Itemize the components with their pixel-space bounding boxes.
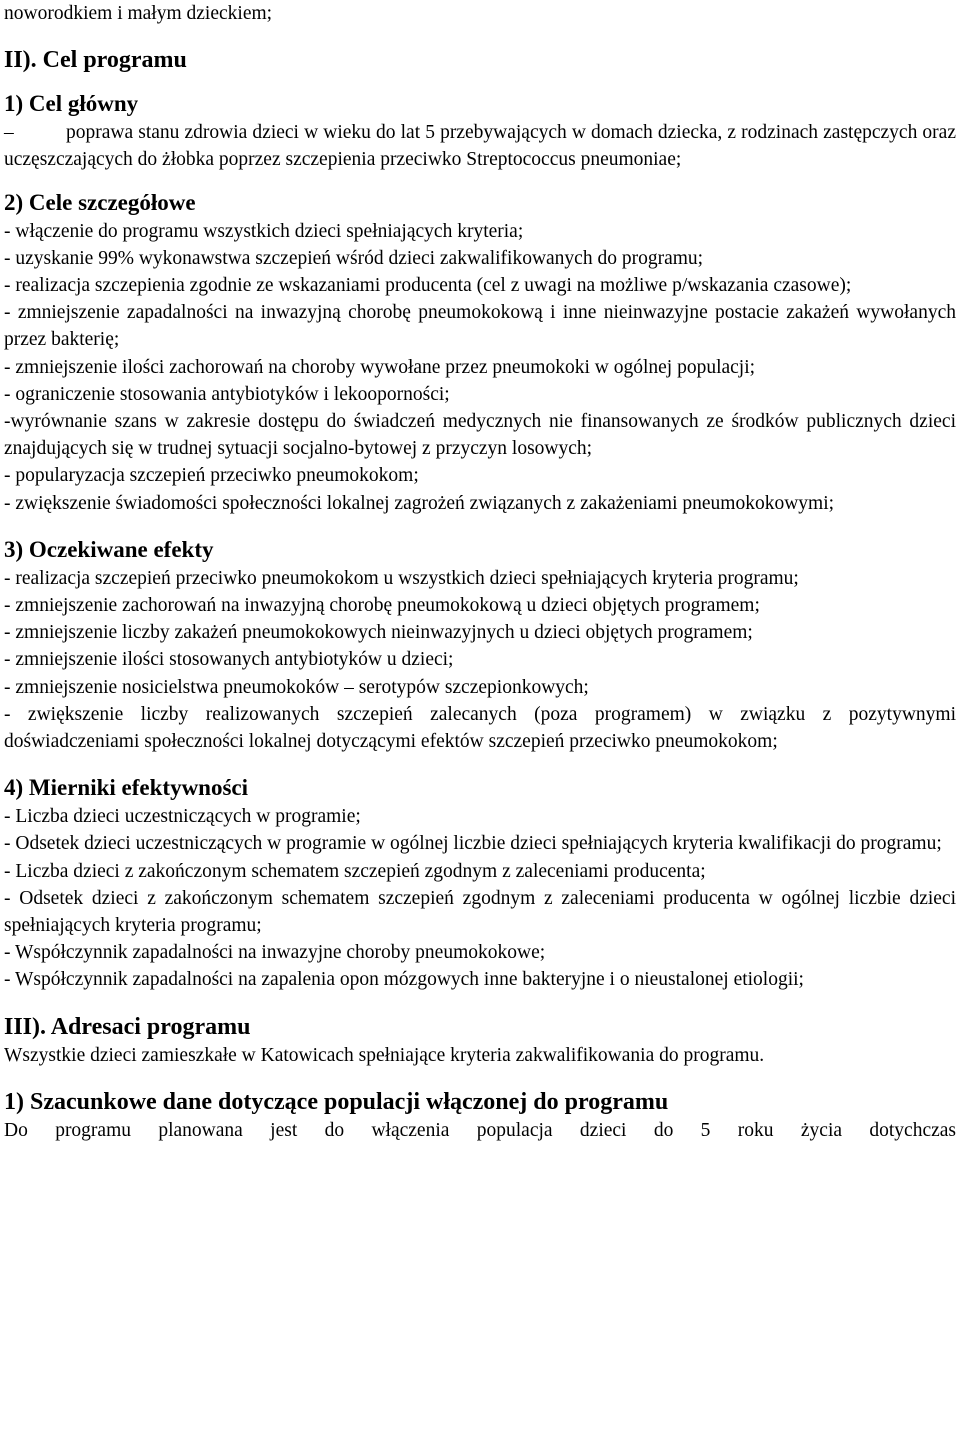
section-3-heading: III). Adresaci programu bbox=[4, 1013, 251, 1040]
list-item: - realizacja szczepień przeciwko pneumokokom u wszystkich dzieci spełniających kryteria programu; bbox=[4, 567, 799, 589]
list-item: - zmniejszenie ilości zachorowań na choroby wywołane przez pneumokoki w ogólnej populacji; bbox=[4, 356, 756, 378]
intro-tail: noworodkiem i małym dzieckiem; bbox=[4, 3, 273, 24]
section-2-heading: II). Cel programu bbox=[4, 47, 187, 74]
list-item: - Odsetek dzieci uczestniczących w programie w ogólnej liczbie dzieci spełniających kryteria kwalifikacji do programu; bbox=[4, 833, 942, 855]
list-item: - Liczba dzieci z zakończonym schematem szczepień zgodnym z zaleceniami producenta; bbox=[4, 860, 706, 882]
population-text: Do programu planowana jest do włączenia populacja dzieci do 5 roku życia dotychczas bbox=[4, 1119, 956, 1141]
list-item: - Współczynnik zapadalności na inwazyjne choroby pneumokokowe; bbox=[4, 942, 546, 964]
indicators-list bbox=[4, 803, 956, 993]
list-item: - włączenie do programu wszystkich dzieci spełniających kryteria; bbox=[4, 220, 524, 242]
list-item: - Liczba dzieci uczestniczących w programie; bbox=[4, 806, 361, 828]
indicators-heading: 4) Mierniki efektywności bbox=[4, 775, 249, 801]
specific-goals-list bbox=[4, 218, 956, 517]
list-item: - zmniejszenie zachorowań na inwazyjną chorobę pneumokokową u dzieci objętych programem; bbox=[4, 595, 760, 617]
expected-effects-list bbox=[4, 565, 956, 755]
list-item: - Odsetek dzieci z zakończonym schematem szczepień zgodnym z zaleceniami producenta w ogólnej liczbie dzieci spełniających kryteria programu; bbox=[4, 887, 956, 937]
list-item: - zwiększenie liczby realizowanych szczepień zalecanych (poza programem) w związku z pozytywnymi doświadczeniami społeczności lokalnej dotyczącymi efektów szczepień przeciwko pneumokokom; bbox=[4, 703, 956, 753]
main-goal-text bbox=[4, 119, 956, 173]
list-item: - zmniejszenie ilości stosowanych antybiotyków u dzieci; bbox=[4, 649, 454, 671]
section-3-text: Wszystkie dzieci zamieszkałe w Katowicach spełniające kryteria zakwalifikowania do programu. bbox=[4, 1044, 765, 1066]
main-goal-heading: 1) Cel główny bbox=[4, 91, 139, 117]
list-item: - popularyzacja szczepień przeciwko pneumokokom; bbox=[4, 465, 419, 487]
list-item: - zmniejszenie nosicielstwa pneumokoków – serotypów szczepionkowych; bbox=[4, 676, 589, 698]
list-item: - zmniejszenie zapadalności na inwazyjną chorobę pneumokokową i inne nieinwazyjne postacie zakażeń wywołanych przez bakterię; bbox=[4, 302, 956, 351]
list-item: -wyrównanie szans w zakresie dostępu do świadczeń medycznych nie finansowanych ze środków publicznych dzieci znajdujących się w trudnej sytuacji socjalno-bytowej z przyczyn losowych; bbox=[4, 411, 956, 460]
main-goal-body: poprawa stanu zdrowia dzieci w wieku do lat 5 przebywających w domach dziecka, z rodzinach zastępczych oraz uczęszczających do żłobka poprzez szczepienia przeciwko Streptococcus pneumoniae; bbox=[4, 122, 956, 171]
document-page bbox=[4, 0, 956, 1144]
list-item: - uzyskanie 99% wykonawstwa szczepień wśród dzieci zakwalifikowanych do programu; bbox=[4, 247, 704, 269]
list-item: - zwiększenie świadomości społeczności lokalnej zagrożeń związanych z zakażeniami pneumokokowymi; bbox=[4, 492, 835, 514]
population-heading: 1) Szacunkowe dane dotyczące populacji włączonej do programu bbox=[4, 1088, 669, 1115]
specific-goals-heading: 2) Cele szczegółowe bbox=[4, 189, 196, 215]
list-item: - zmniejszenie liczby zakażeń pneumokokowych nieinwazyjnych u dzieci objętych programem; bbox=[4, 622, 753, 644]
list-item: - realizacja szczepienia zgodnie ze wskazaniami producenta (cel z uwagi na możliwe p/wskazania czasowe); bbox=[4, 275, 852, 297]
expected-effects-heading: 3) Oczekiwane efekty bbox=[4, 536, 214, 562]
list-item: - ograniczenie stosowania antybiotyków i lekooporności; bbox=[4, 383, 450, 405]
list-item: - Współczynnik zapadalności na zapalenia opon mózgowych inne bakteryjne i o nieustalonej etiologii; bbox=[4, 969, 804, 991]
dash-marker: – bbox=[4, 122, 14, 144]
